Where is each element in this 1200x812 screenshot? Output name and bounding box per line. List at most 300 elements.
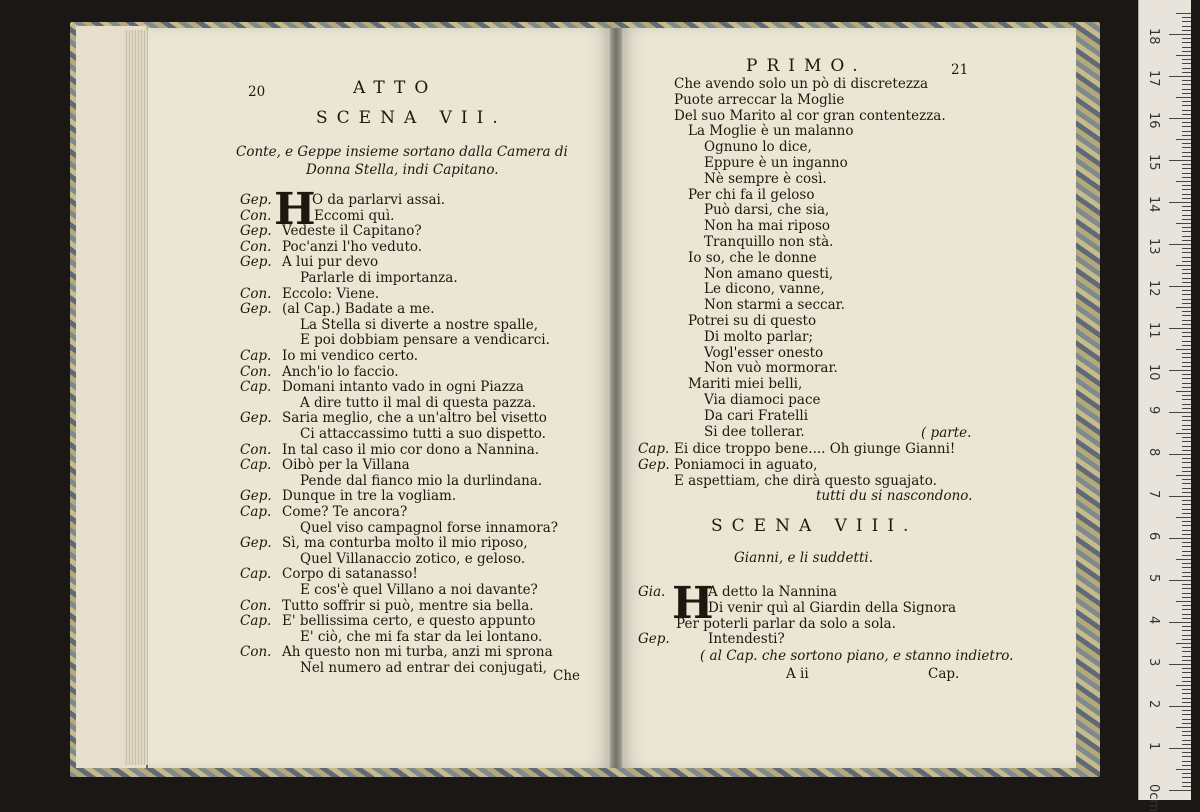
ruler-tick [1182,555,1191,556]
ruler-tick [1182,131,1191,132]
ruler-number: 17 [1146,70,1161,87]
ruler-tick [1182,336,1191,337]
ruler-tick [1176,307,1191,308]
dialogue-line: Le dicono, vanne, [704,281,825,298]
drop-cap: H [672,578,714,629]
ruler-tick [1182,294,1191,295]
ruler-tick [1169,160,1191,161]
dialogue-line: A detto la Nannina [708,584,837,600]
dialogue-line: Via diamoci pace [704,392,821,408]
ruler-tick [1182,408,1191,409]
ruler-number: 8 [1146,448,1161,457]
stage-direction-final: ( al Cap. che sortono piano, e stanno indietro. [700,648,1014,664]
ruler-tick [1176,391,1191,392]
ruler-tick [1182,492,1191,493]
speaker-label: Cap. [240,379,272,396]
ruler-tick [1182,404,1191,405]
ruler-tick [1182,47,1191,48]
drop-cap: H [274,184,316,235]
ruler-tick [1182,126,1191,127]
ruler-tick [1182,672,1191,673]
speaker-label: Gep. [240,254,272,271]
ruler-tick [1182,698,1191,699]
dialogue-line: Nè sempre è così. [704,170,827,187]
ruler-number: 10 [1146,364,1161,381]
ruler-tick [1182,731,1191,732]
ruler-tick [1182,420,1191,421]
ruler-tick [1169,538,1191,539]
dialogue-line: Vogl'esser onesto [704,344,824,361]
ruler-tick [1182,597,1191,598]
dialogue-line: La Moglie è un malanno [688,123,854,140]
ruler-number: 9 [1146,406,1161,415]
speaker-label: Gep. [240,192,272,208]
ruler-tick [1176,727,1191,728]
ruler-tick [1182,723,1191,724]
ruler-tick [1182,84,1191,85]
dialogue-line: Sì, ma conturba molto il mio riposo, [282,535,528,552]
ruler-tick [1182,303,1191,304]
speaker-label: Cap. [240,348,272,364]
page-number: 21 [951,62,969,78]
ruler-tick [1176,97,1191,98]
dialogue-line: (al Cap.) Badate a me. [282,301,435,318]
ruler-tick [1182,156,1191,157]
dialogue-line: Corpo di satanasso! [282,566,418,583]
ruler-tick [1182,756,1191,757]
ruler-tick [1182,567,1191,568]
ruler-tick [1182,122,1191,123]
ruler-number: 5 [1146,574,1161,583]
running-head: ATTO [353,78,438,98]
ruler-tick [1182,114,1191,115]
ruler-tick [1176,139,1191,140]
hide-note: tutti du si nascondono. [816,488,973,504]
dialogue-line: Quel viso campagnol forse innamora? [300,519,559,536]
dialogue-line: Di molto parlar; [704,328,814,345]
dialogue-line: Nel numero ad entrar dei conjugati, [300,660,548,676]
ruler-tick [1182,387,1191,388]
dialogue-line: Anch'io lo faccio. [282,363,399,380]
speaker-label: Con. [240,441,272,458]
ruler-tick [1182,500,1191,501]
dialogue-line: A dire tutto il mal di questa pazza. [300,394,537,411]
ruler-tick [1182,282,1191,283]
ruler-tick [1182,416,1191,417]
ruler-tick [1182,269,1191,270]
ruler-number: 15 [1146,154,1161,171]
ruler-tick [1182,362,1191,363]
ruler-tick [1182,429,1191,430]
ruler-tick [1182,227,1191,228]
ruler-tick [1182,765,1191,766]
right-page [616,28,1076,768]
dialogue-line: In tal caso il mio cor dono a Nannina. [282,441,540,458]
ruler-number: 16 [1146,112,1161,129]
ruler-tick [1169,412,1191,413]
speaker-label: Gep. [240,410,272,427]
dialogue-line: Eccolo: Viene. [282,285,380,302]
dialogue-line: Quel Villanaccio zotico, e geloso. [300,550,526,567]
dialogue-line: E' ciò, che mi fa star da lei lontano. [300,628,543,645]
ruler-tick [1176,475,1191,476]
ruler-tick [1182,219,1191,220]
ruler-tick [1182,80,1191,81]
ruler-tick [1182,206,1191,207]
ruler-tick [1182,677,1191,678]
ruler-tick [1182,639,1191,640]
ruler-tick [1182,26,1191,27]
ruler-tick [1182,215,1191,216]
ruler-tick [1182,719,1191,720]
ruler-tick [1182,773,1191,774]
ruler-tick [1182,38,1191,39]
ruler-tick [1182,551,1191,552]
ruler-tick [1176,433,1191,434]
scene-title: SCENA VIII. [711,516,918,536]
dialogue-line: La Stella si diverte a nostre spalle, [300,316,538,333]
dialogue-line: Non ha mai riposo [704,218,831,235]
ruler-tick [1182,231,1191,232]
ruler-tick [1182,366,1191,367]
dialogue-line: Saria meglio, che a un'altro bel visetto [282,410,547,427]
ruler-tick [1182,521,1191,522]
ruler-number: 3 [1146,658,1161,667]
speaker-label: Con. [240,644,272,661]
ruler-tick [1182,660,1191,661]
speaker-label: Cap. [638,441,670,457]
ruler-tick [1182,252,1191,253]
ruler-tick [1182,72,1191,73]
ruler-tick [1182,744,1191,745]
ruler-tick [1182,710,1191,711]
ruler-number: 18 [1146,28,1161,45]
ruler-tick [1182,383,1191,384]
dialogue-line: Che avendo solo un pò di discretezza [674,76,929,92]
ruler-tick [1182,324,1191,325]
ruler-number: 6 [1146,532,1161,541]
ruler-tick [1182,261,1191,262]
ruler-tick [1182,630,1191,631]
dialogue-line: Poc'anzi l'ho veduto. [282,238,423,255]
ruler-number: 7 [1146,490,1161,499]
ruler-tick [1169,328,1191,329]
speaker-label: Cap. [240,457,272,474]
ruler-tick [1182,93,1191,94]
ruler-tick [1169,580,1191,581]
ruler-tick [1182,702,1191,703]
dialogue-line: Potrei su di questo [688,313,817,329]
ruler-tick [1182,483,1191,484]
ruler-tick [1182,782,1191,783]
dialogue-line: Di venir quì al Giardin della Signora [708,599,957,616]
speaker-label: Con. [240,285,272,302]
ruler-tick [1182,236,1191,237]
left-page [148,28,616,768]
dialogue-line: E' bellissima certo, e questo appunto [282,613,536,630]
ruler-tick [1182,488,1191,489]
ruler-tick [1182,273,1191,274]
signature-mark: A ii [786,666,809,682]
ruler-tick [1182,194,1191,195]
ruler-tick [1182,51,1191,52]
dialogue-line: Eppure è un inganno [704,155,848,171]
ruler-tick [1182,668,1191,669]
speaker-label: Con. [240,597,272,614]
ruler-tick [1169,286,1191,287]
ruler-number: 4 [1146,616,1161,625]
speaker-label: Con. [240,207,272,224]
ruler-tick [1182,143,1191,144]
ruler-tick [1182,21,1191,22]
ruler-tick [1182,105,1191,106]
ruler-tick [1182,618,1191,619]
dialogue-line: Ci attaccassimo tutti a suo dispetto. [300,426,546,442]
dialogue-line: Vedeste il Capitano? [282,223,422,240]
dialogue-line: Oibò per la Villana [282,457,410,474]
speaker-label: Gep. [638,631,670,648]
ruler-tick [1182,609,1191,610]
ruler-tick [1182,777,1191,778]
ruler-tick [1182,576,1191,577]
ruler-tick [1169,202,1191,203]
speaker-label: Cap. [240,613,272,630]
ruler-number: 13 [1146,238,1161,255]
ruler-tick [1182,572,1191,573]
ruler-tick [1176,265,1191,266]
ruler-tick [1169,454,1191,455]
ruler-tick [1182,395,1191,396]
ruler-tick [1182,63,1191,64]
ruler-tick [1176,13,1191,14]
ruler-tick [1182,446,1191,447]
dialogue-line: Come? Te ancora? [282,504,408,520]
catchword: Cap. [928,666,960,682]
ruler-tick [1169,118,1191,119]
ruler-tick [1182,357,1191,358]
ruler-tick [1182,714,1191,715]
dialogue-line: E poi dobbiam pensare a vendicarci. [300,332,550,349]
ruler-tick [1182,542,1191,543]
dialogue-line: Domani intanto vado in ogni Piazza [282,379,524,396]
speaker-label: Cap. [240,504,272,520]
dialogue-line: Può darsi, che sia, [704,202,830,219]
gutter-shadow [610,28,622,768]
ruler-tick [1176,517,1191,518]
ruler-tick [1182,437,1191,438]
dialogue-line: Per poterli parlar da solo a sola. [676,615,896,632]
dialogue-line: Ah questo non mi turba, anzi mi sprona [282,644,553,661]
ruler-tick [1182,17,1191,18]
ruler-tick [1182,584,1191,585]
speaker-label: Gep. [240,535,272,552]
ruler-tick [1176,559,1191,560]
ruler-tick [1182,458,1191,459]
ruler-tick [1169,706,1191,707]
dialogue-line: Tranquillo non stà. [704,234,834,250]
ruler-tick [1182,59,1191,60]
dialogue-line: Tutto soffrir si può, mentre sia bella. [282,597,534,614]
ruler-tick [1182,378,1191,379]
speaker-label: Cap. [240,566,272,583]
ruler-tick [1182,353,1191,354]
dialogue-line: Del suo Marito al cor gran contentezza. [674,107,946,124]
ruler-tick [1169,370,1191,371]
ruler-tick [1176,223,1191,224]
ruler-number: 12 [1146,280,1161,297]
dialogue-line: Ognuno lo dice, [704,139,812,156]
ruler-number: 14 [1146,196,1161,213]
ruler-tick [1169,34,1191,35]
ruler-tick [1182,614,1191,615]
ruler-tick [1169,790,1191,791]
ruler-tick [1182,341,1191,342]
dialogue-line: Ei dice troppo bene.... Oh giunge Gianni! [674,441,956,457]
stage-direction: Gianni, e li suddetti. [734,550,874,566]
speaker-label: Con. [240,238,272,255]
ruler-tick [1182,656,1191,657]
dialogue-line: Per chi fa il geloso [688,186,815,203]
ruler-tick [1182,563,1191,564]
ruler-tick [1169,748,1191,749]
ruler-tick [1182,588,1191,589]
ruler-number: 2 [1146,700,1161,709]
ruler-tick [1169,664,1191,665]
ruler-tick [1182,647,1191,648]
ruler-tick [1182,530,1191,531]
ruler-tick [1182,689,1191,690]
speaker-label: Con. [240,363,272,380]
dialogue-line: Intendesti? [708,631,785,648]
dialogue-line: Parlarle di importanza. [300,270,458,286]
ruler-tick [1182,651,1191,652]
ruler-tick [1182,752,1191,753]
dialogue-line: Si dee tollerar. [704,423,805,440]
ruler-tick [1169,496,1191,497]
ruler-tick [1182,693,1191,694]
ruler-tick [1169,244,1191,245]
ruler-tick [1182,626,1191,627]
ruler-tick [1182,593,1191,594]
ruler-tick [1182,761,1191,762]
ruler-tick [1182,177,1191,178]
ruler-tick [1182,164,1191,165]
dialogue-line: Non starmi a seccar. [704,297,845,314]
dialogue-line: E aspettiam, che dirà questo sguajato. [674,472,937,489]
catchword: Che [553,668,581,684]
ruler-tick [1176,685,1191,686]
ruler-tick [1182,320,1191,321]
ruler-tick [1182,374,1191,375]
ruler-tick [1182,546,1191,547]
dialogue-line: Da cari Fratelli [704,407,809,424]
ruler-tick [1176,181,1191,182]
speaker-label: Gep. [638,456,670,473]
ruler-tick [1182,198,1191,199]
dialogue-line: Mariti miei belli, [688,376,803,393]
dialogue-line: Non vuò mormorar. [704,360,838,377]
ruler-tick [1182,740,1191,741]
dialogue-line: E cos'è quel Villano a noi davante? [300,582,538,598]
ruler-tick [1182,152,1191,153]
dialogue-line: Io mi vendico certo. [282,348,419,364]
dialogue-line: Poniamoci in aguato, [674,456,818,473]
dialogue-line: O da parlarvi assai. [312,192,446,208]
speaker-label: Gep. [240,488,272,505]
ruler-tick [1182,441,1191,442]
ruler-tick [1176,349,1191,350]
ruler-tick [1182,399,1191,400]
ruler-tick [1169,76,1191,77]
ruler-tick [1182,479,1191,480]
ruler-tick [1182,30,1191,31]
ruler-tick [1182,257,1191,258]
ruler-tick [1182,278,1191,279]
scene-title: SCENA VII. [316,108,507,128]
ruler-tick [1182,735,1191,736]
ruler-tick [1182,332,1191,333]
ruler-tick [1182,786,1191,787]
ruler-tick [1182,110,1191,111]
dialogue-line: Io so, che le donne [688,249,817,266]
ruler-tick [1182,135,1191,136]
speaker-label: Gia. [638,584,666,600]
ruler-tick [1182,534,1191,535]
ruler-tick [1182,681,1191,682]
dialogue-line: Dunque in tre la vogliam. [282,488,457,505]
ruler-tick [1182,513,1191,514]
dialogue-line: A lui pur devo [282,254,379,271]
scale-ruler [1138,0,1191,812]
ruler-tick [1176,643,1191,644]
ruler-tick [1182,425,1191,426]
ruler-tick [1182,311,1191,312]
running-head: PRIMO. [746,56,867,76]
page-number: 20 [248,84,266,100]
ruler-tick [1182,168,1191,169]
ruler-tick [1169,622,1191,623]
ruler-tick [1182,605,1191,606]
stage-direction-line: Conte, e Geppe insieme sortano dalla Camera di [236,144,568,160]
speaker-label: Gep. [240,223,272,240]
ruler-tick [1182,315,1191,316]
ruler-tick [1182,462,1191,463]
ruler-tick [1182,240,1191,241]
exit-note: ( parte. [921,425,972,441]
ruler-tick [1182,509,1191,510]
ruler-tick [1182,345,1191,346]
ruler-number: 1 [1146,742,1161,751]
ruler-tick [1182,185,1191,186]
ruler-tick [1182,471,1191,472]
ruler-tick [1182,89,1191,90]
dialogue-line: Pende dal fianco mio la durlindana. [300,472,543,489]
ruler-tick [1176,769,1191,770]
ruler-tick [1182,101,1191,102]
dialogue-line: Eccomi quì. [314,207,395,224]
dialogue-line: Non amano questi, [704,265,834,282]
ruler-number: 11 [1146,322,1161,339]
ruler-tick [1182,525,1191,526]
ruler-tick [1176,55,1191,56]
ruler-tick [1182,467,1191,468]
ruler-tick [1182,68,1191,69]
ruler-number: 0cm [1146,784,1161,812]
ruler-tick [1182,299,1191,300]
ruler-tick [1182,248,1191,249]
stage-direction-line: Donna Stella, indi Capitano. [306,162,499,178]
dialogue-line: Puote arreccar la Moglie [674,91,845,108]
